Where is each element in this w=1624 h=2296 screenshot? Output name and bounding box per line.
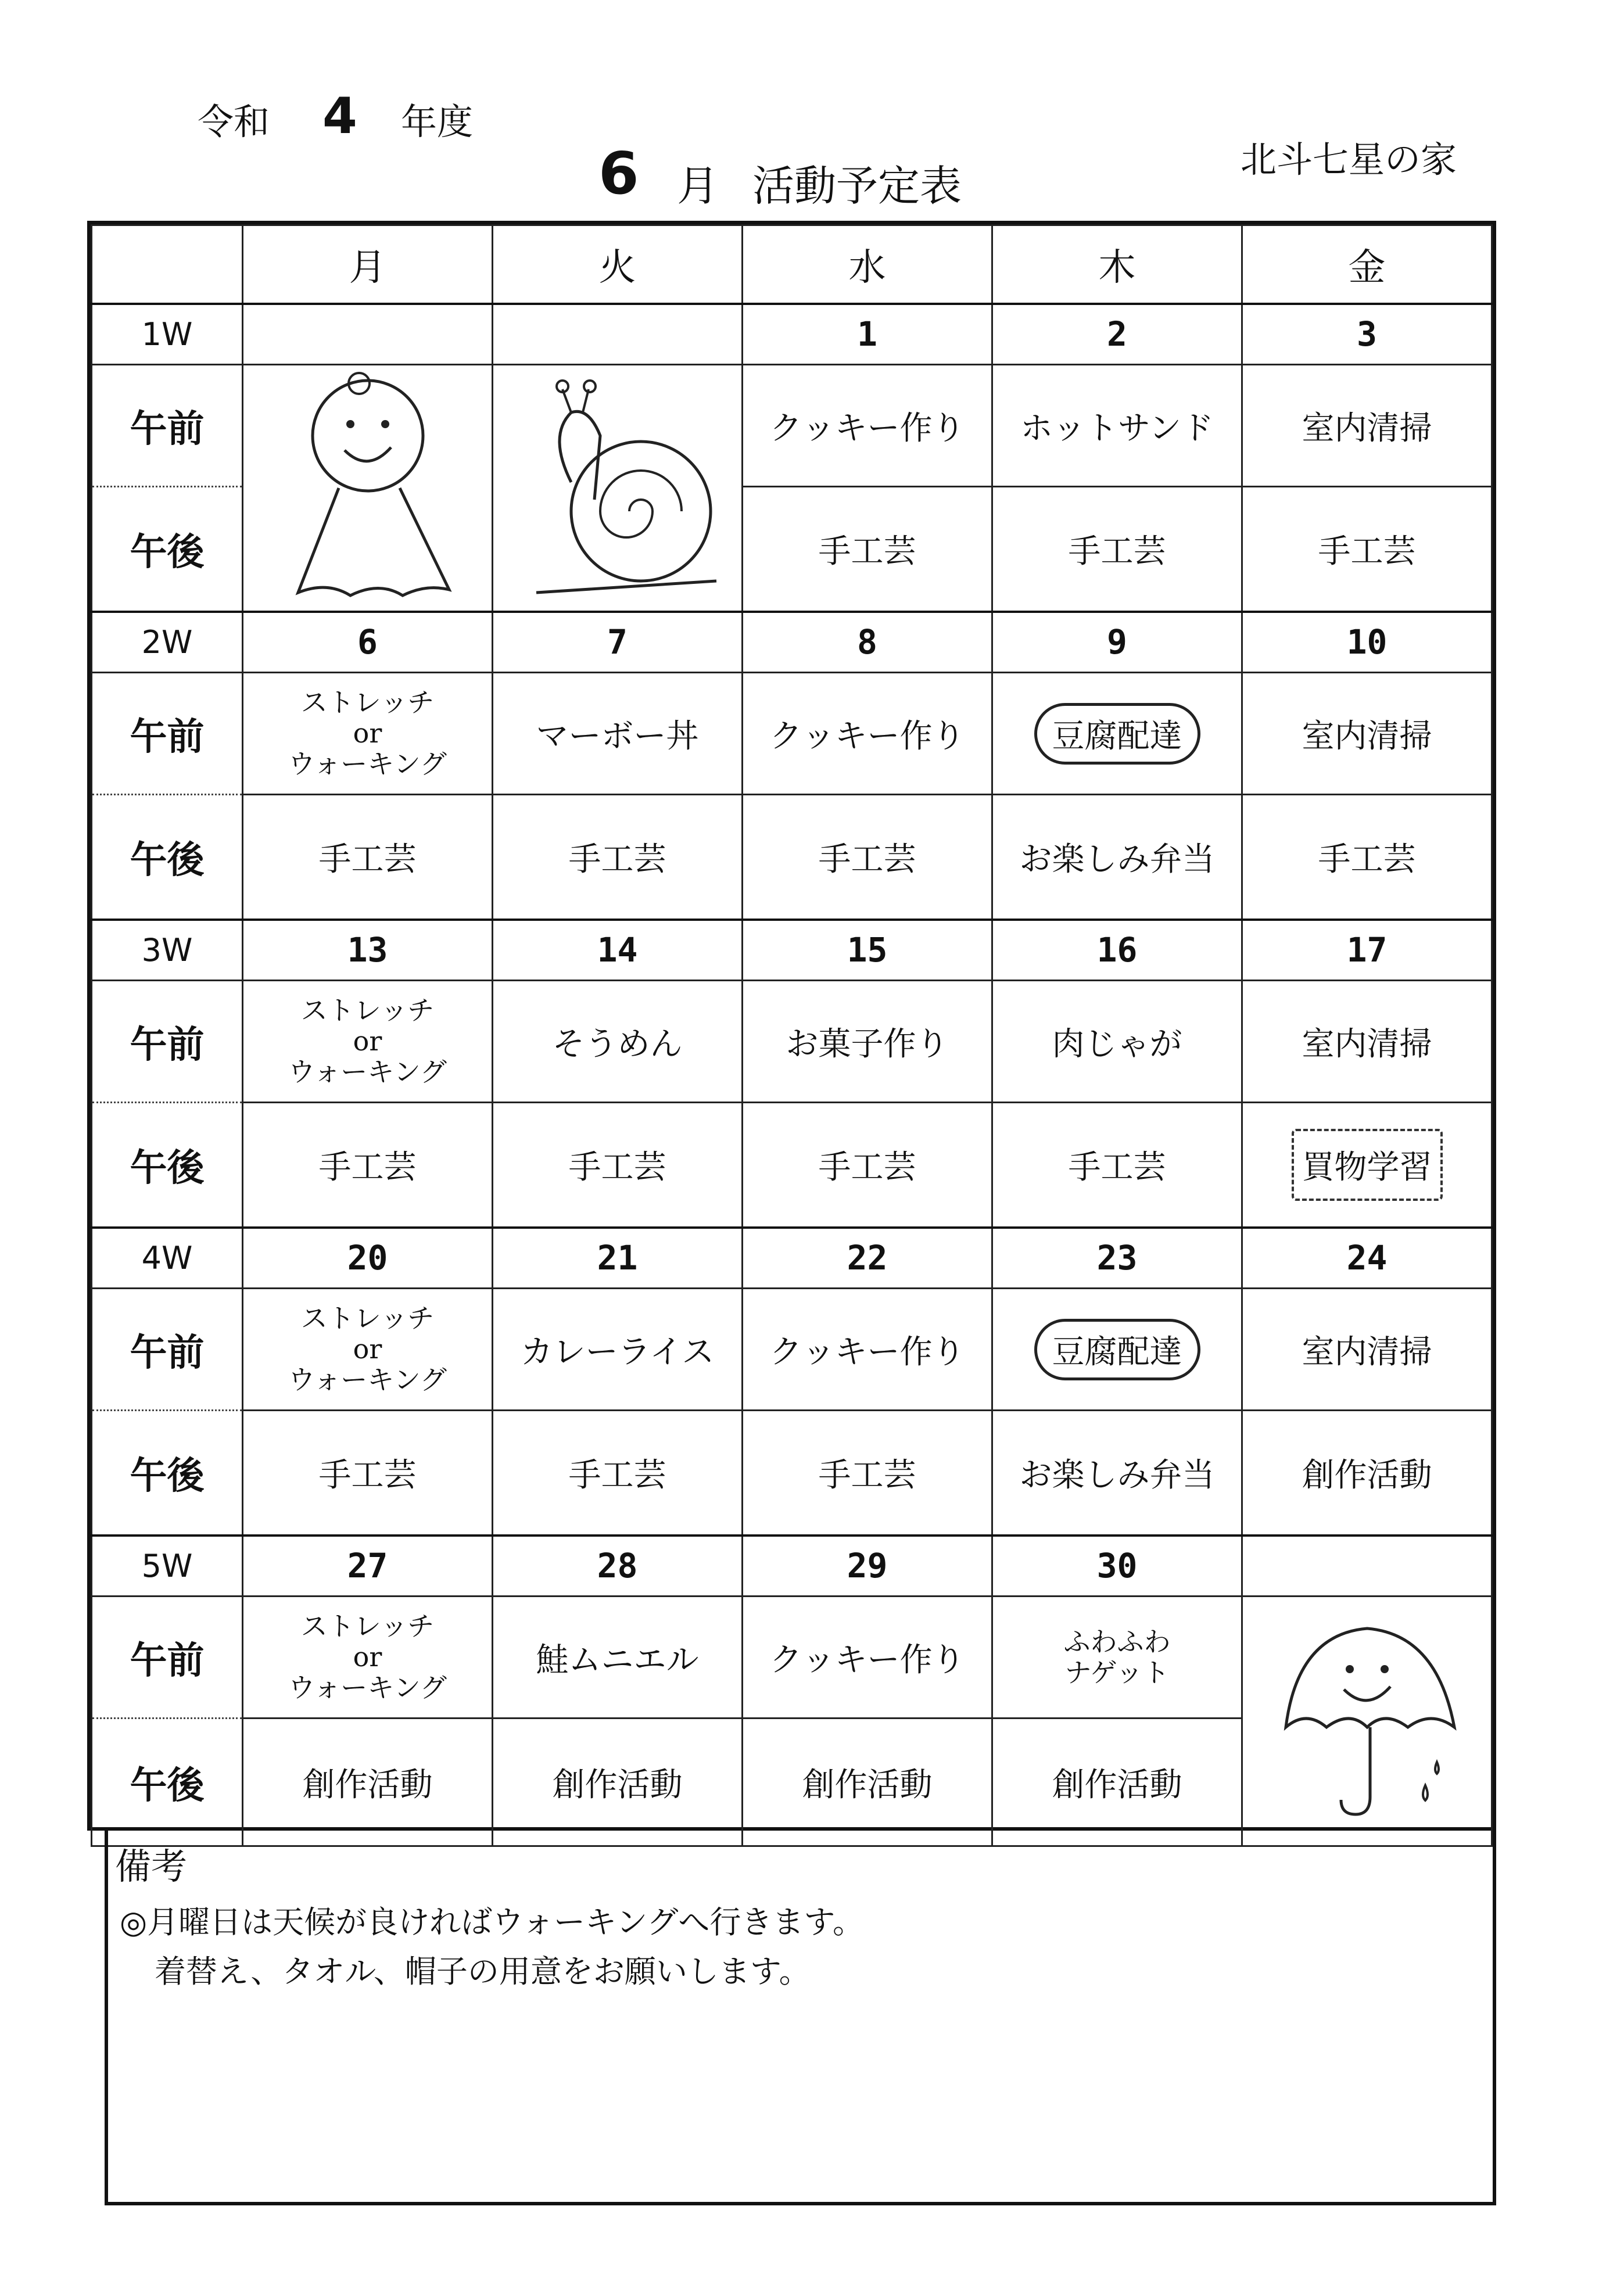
- week-row: [92, 612, 1492, 673]
- activity-or: or: [353, 1641, 382, 1673]
- year-suffix: 年度: [401, 101, 474, 143]
- week-row: [92, 1536, 1492, 1597]
- activity-cell: 室内清掃: [1242, 981, 1492, 1103]
- activity-line: ウォーキング: [288, 1364, 447, 1395]
- activity-cell: 手工芸: [493, 1103, 743, 1228]
- date-cell: 1: [743, 304, 992, 365]
- activity-line: ふわふわ: [1063, 1626, 1171, 1658]
- activity-cell: 手工芸: [243, 1411, 493, 1536]
- activity-or: or: [353, 718, 382, 749]
- date-cell: 17: [1242, 920, 1492, 981]
- week-label: 5W: [92, 1536, 243, 1597]
- date-cell: 14: [493, 920, 743, 981]
- activity-cell: そうめん: [493, 981, 743, 1103]
- am-row: [92, 673, 1492, 795]
- activity-cell: 手工芸: [992, 1103, 1242, 1228]
- activity-cell: [1242, 1103, 1492, 1228]
- week-row: [92, 1228, 1492, 1289]
- activity-line: ストレッチ: [300, 995, 435, 1027]
- date-cell: 27: [243, 1536, 493, 1597]
- teru-teru-bozu-drawing: [243, 365, 493, 612]
- year-number: 4: [322, 87, 357, 145]
- notes-box: [105, 1831, 1496, 2205]
- activity-line: ナゲット: [1064, 1656, 1170, 1688]
- organization-name: 北斗七星の家: [1241, 138, 1457, 181]
- week-label: 1W: [92, 304, 243, 365]
- week-row: [92, 920, 1492, 981]
- schedule-table: [87, 221, 1496, 1831]
- activity-line: ウォーキング: [288, 1671, 447, 1703]
- am-label: 午前: [92, 365, 243, 487]
- activity-cell: [992, 673, 1242, 795]
- activity-cell: お菓子作り: [743, 981, 992, 1103]
- am-row: [92, 981, 1492, 1103]
- date-cell: [493, 304, 743, 365]
- month-suffix: 月: [677, 162, 719, 210]
- date-cell: 16: [992, 920, 1242, 981]
- date-cell: 30: [992, 1536, 1242, 1597]
- notes-line: 着替え、タオル、帽子の用意をお願いします。: [155, 1953, 811, 1990]
- page-title: 活動予定表: [752, 162, 962, 210]
- activity-cell: 室内清掃: [1242, 1289, 1492, 1411]
- pm-label: 午後: [92, 1103, 243, 1228]
- activity-cell: 手工芸: [1242, 795, 1492, 920]
- week-label: 3W: [92, 920, 243, 981]
- date-cell: 21: [493, 1228, 743, 1289]
- highlighted-activity: 買物学習: [1292, 1129, 1443, 1201]
- activity-cell: [243, 981, 493, 1103]
- weekday-wed: 水: [743, 225, 992, 304]
- week-label: 2W: [92, 612, 243, 673]
- activity-cell: クッキー作り: [743, 1289, 992, 1411]
- activity-cell: 手工芸: [992, 487, 1242, 612]
- snail-drawing: [493, 365, 743, 612]
- date-cell: 20: [243, 1228, 493, 1289]
- date-cell: 10: [1242, 612, 1492, 673]
- activity-cell: [992, 1289, 1242, 1411]
- activity-cell: ホットサンド: [992, 365, 1242, 487]
- date-cell: 6: [243, 612, 493, 673]
- activity-cell: 手工芸: [493, 1411, 743, 1536]
- activity-cell: [243, 1289, 493, 1411]
- activity-cell: 創作活動: [743, 1719, 992, 1846]
- highlighted-activity: 豆腐配達: [1034, 703, 1200, 765]
- am-label: 午前: [92, 1597, 243, 1719]
- umbrella-drawing: [1242, 1597, 1492, 1846]
- activity-cell: お楽しみ弁当: [992, 795, 1242, 920]
- am-label: 午前: [92, 673, 243, 795]
- date-cell: 29: [743, 1536, 992, 1597]
- activity-cell: 肉じゃが: [992, 981, 1242, 1103]
- date-cell: 24: [1242, 1228, 1492, 1289]
- activity-line: ストレッチ: [300, 1303, 435, 1334]
- activity-cell: 手工芸: [1242, 487, 1492, 612]
- date-cell: [1242, 1536, 1492, 1597]
- date-cell: 22: [743, 1228, 992, 1289]
- month-number: 6: [598, 139, 639, 207]
- pm-label: 午後: [92, 1411, 243, 1536]
- activity-or: or: [353, 1333, 382, 1365]
- highlighted-activity: 豆腐配達: [1034, 1319, 1200, 1380]
- date-cell: 13: [243, 920, 493, 981]
- activity-cell: 創作活動: [992, 1719, 1242, 1846]
- date-cell: 3: [1242, 304, 1492, 365]
- activity-cell: [992, 1597, 1242, 1719]
- activity-cell: 手工芸: [743, 487, 992, 612]
- umbrella-icon: [1263, 1611, 1472, 1832]
- am-label: 午前: [92, 1289, 243, 1411]
- pm-row: [92, 795, 1492, 920]
- week-row: [92, 304, 1492, 365]
- am-label: 午前: [92, 981, 243, 1103]
- date-cell: 7: [493, 612, 743, 673]
- activity-cell: 手工芸: [743, 1411, 992, 1536]
- date-cell: 8: [743, 612, 992, 673]
- activity-cell: 創作活動: [1242, 1411, 1492, 1536]
- activity-cell: 創作活動: [493, 1719, 743, 1846]
- weekday-thu: 木: [992, 225, 1242, 304]
- am-row: [92, 1597, 1492, 1719]
- activity-cell: 鮭ムニエル: [493, 1597, 743, 1719]
- weekday-fri: 金: [1242, 225, 1492, 304]
- pm-row: [92, 1411, 1492, 1536]
- activity-or: or: [353, 1025, 382, 1057]
- am-row: [92, 1289, 1492, 1411]
- activity-cell: クッキー作り: [743, 365, 992, 487]
- snail-icon: [507, 366, 728, 610]
- weekday-header-row: [92, 225, 1492, 304]
- activity-line: ストレッチ: [300, 687, 435, 719]
- pm-label: 午後: [92, 1719, 243, 1846]
- activity-cell: カレーライス: [493, 1289, 743, 1411]
- pm-label: 午後: [92, 795, 243, 920]
- activity-cell: 創作活動: [243, 1719, 493, 1846]
- date-cell: 23: [992, 1228, 1242, 1289]
- activity-cell: 手工芸: [743, 1103, 992, 1228]
- date-cell: 28: [493, 1536, 743, 1597]
- activity-cell: クッキー作り: [743, 673, 992, 795]
- am-row: [92, 365, 1492, 487]
- activity-cell: 手工芸: [243, 1103, 493, 1228]
- activity-cell: 室内清掃: [1242, 673, 1492, 795]
- activity-cell: クッキー作り: [743, 1597, 992, 1719]
- activity-cell: [243, 1597, 493, 1719]
- date-cell: [243, 304, 493, 365]
- activity-cell: マーボー丼: [493, 673, 743, 795]
- activity-line: ウォーキング: [288, 1056, 447, 1088]
- date-cell: 2: [992, 304, 1242, 365]
- era-label: 令和: [198, 101, 270, 143]
- activity-line: ウォーキング: [288, 748, 447, 780]
- pm-label: 午後: [92, 487, 243, 612]
- activity-cell: 室内清掃: [1242, 365, 1492, 487]
- activity-cell: 手工芸: [743, 795, 992, 920]
- teru-teru-bozu-icon: [263, 366, 472, 610]
- week-label: 4W: [92, 1228, 243, 1289]
- activity-line: ストレッチ: [300, 1610, 435, 1642]
- activity-cell: [243, 673, 493, 795]
- corner-cell: [92, 225, 243, 304]
- pm-row: [92, 1103, 1492, 1228]
- activity-cell: 手工芸: [243, 795, 493, 920]
- notes-title: 備考: [115, 1845, 188, 1888]
- weekday-mon: 月: [243, 225, 493, 304]
- weekday-tue: 火: [493, 225, 743, 304]
- activity-cell: お楽しみ弁当: [992, 1411, 1242, 1536]
- date-cell: 15: [743, 920, 992, 981]
- activity-cell: 手工芸: [493, 795, 743, 920]
- date-cell: 9: [992, 612, 1242, 673]
- notes-line: ◎月曜日は天候が良ければウォーキングへ行きます。: [120, 1904, 865, 1940]
